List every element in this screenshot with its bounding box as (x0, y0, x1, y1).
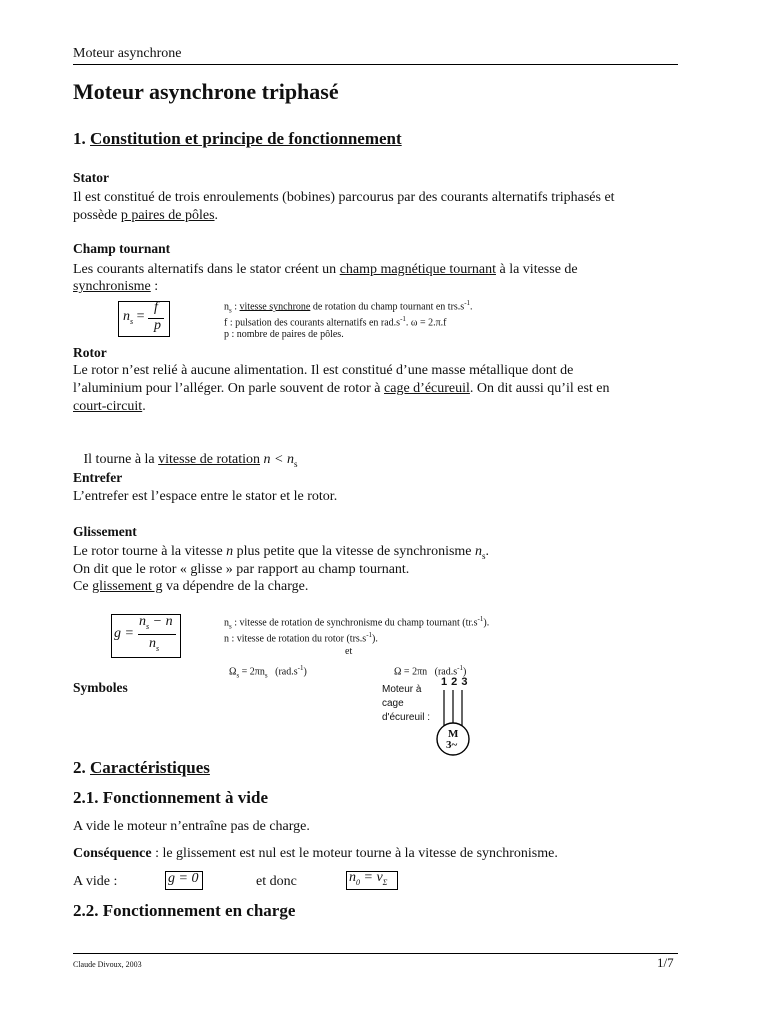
section-1-number: 1. (73, 129, 90, 148)
gl-legend1-b: : vitesse de rotation de synchronisme du champ tournant (tr.s (231, 617, 478, 629)
champ-text-a: Les courants alternatifs dans le stator créent un (73, 262, 340, 277)
eq-n0-sigma: Σ (382, 877, 388, 887)
stator-line-2 (73, 207, 218, 225)
rotor-speed-a: Il tourne à la (80, 452, 159, 467)
header-rule (73, 64, 678, 65)
gl-legend-3 (224, 644, 307, 683)
formula-g-num-n: n (139, 614, 146, 629)
eq-n0-nu: = ν (360, 870, 383, 885)
gl-legend3-a: Ω (229, 666, 237, 678)
motor-letter: M (448, 728, 459, 740)
formula-g-num (139, 614, 173, 631)
formula-ns-num: f (154, 300, 158, 315)
gl-legend3-sub2: s (264, 671, 268, 680)
champ-legend-3: p : nombre de paires de pôles. (224, 329, 344, 340)
formula-g-lhs: g = (114, 626, 134, 641)
formula-ns-eq: = (133, 309, 145, 324)
symboles-heading: Symboles (73, 680, 128, 695)
subsection-2-2-heading: 2.2. Fonctionnement en charge (73, 901, 296, 920)
glissement-line-2: On dit que le rotor « glisse » par rapport au champ tournant. (73, 562, 410, 577)
footer-rule (73, 953, 678, 954)
stator-line-1: Il est constitué de trois enroulements (bobines) parcourus par des courants alternatifs triphasés et (73, 190, 615, 205)
gl-period: . (485, 544, 490, 559)
formula-g-den-sub: s (156, 643, 160, 653)
rotor-speed-formula: n < n (260, 452, 294, 467)
gl-legend3-c: (rad.s (267, 666, 298, 678)
legend-f-sup: -1 (400, 315, 406, 323)
gl3-glissement: glissement g (92, 579, 163, 594)
gl-legend2-sup: -1 (366, 631, 373, 639)
legend-sup: -1 (464, 299, 471, 307)
rotor-line-2 (73, 380, 610, 398)
section-2-heading (73, 758, 210, 778)
legend-ns-sub: s (229, 306, 232, 315)
s21-line-1: A vide le moteur n’entraîne pas de charge. (73, 819, 310, 834)
stator-text: possède (73, 208, 121, 223)
section-2-title: Caractéristiques (90, 758, 210, 777)
gl-legend3-sub: s (236, 671, 240, 680)
s21-etdonc: et donc (256, 874, 297, 889)
s21-line-2 (73, 845, 558, 863)
legend-f: f : pulsation des courants alternatifs en rad.s (224, 317, 401, 329)
gl-legend3-b: = 2πn (239, 666, 265, 678)
gl-text-a: Le rotor tourne à la vitesse (73, 544, 227, 559)
gl3-b: va dépendre de la charge. (162, 579, 309, 594)
formula-g-den-n: n (149, 636, 156, 651)
gl-n: n (226, 544, 234, 559)
motor-sub: 3~ (446, 739, 458, 751)
motor-label-1: Moteur à (382, 684, 422, 695)
formula-g-num-sub: s (146, 621, 150, 631)
glissement-line-3 (73, 578, 308, 596)
rotor-text-a: l’aluminium pour l’alléger. On parle souvent de rotor à (73, 381, 385, 396)
legend-vitesse-synchrone: vitesse synchrone (239, 301, 311, 313)
formula-ns-lhs: n (123, 309, 130, 324)
champ-colon: : (150, 279, 159, 294)
gl-legend2-b: ). (372, 633, 378, 645)
s21-line-2-text: : le glissement est nul est le moteur tourne à la vitesse de synchronisme. (151, 846, 558, 861)
rotor-text-b: . On dit aussi qu’il est en (469, 381, 610, 396)
gl-legend1-c: ). (483, 617, 490, 629)
gl-legend3-e: Ω = 2πn (rad.s (394, 666, 458, 678)
eq-g0: g = 0 (168, 871, 199, 886)
legend-omega: . ω = 2.π.f (405, 317, 447, 329)
motor-label-3: d'écureuil : (382, 712, 431, 723)
entrefer-heading: Entrefer (73, 470, 123, 485)
gl-legend3-sup: -1 (297, 664, 304, 672)
gl-legend3-f: ) (462, 666, 467, 678)
s21-avide-label: A vide : (73, 874, 118, 889)
champ-magnetique: champ magnétique tournant (339, 262, 496, 277)
section-1-title: Constitution et principe de fonctionnement (90, 129, 402, 148)
champ-line-2 (73, 278, 158, 296)
rotor-speed-u: vitesse de rotation (158, 452, 261, 467)
rotor-heading: Rotor (73, 345, 107, 360)
gl-legend-3-et: et (345, 646, 353, 657)
gl3-a: Ce (73, 579, 93, 594)
gl-legend1-sup: -1 (477, 615, 484, 623)
section-1-heading (73, 129, 402, 149)
legend-text: de rotation du champ tournant en trs.s (310, 301, 465, 313)
formula-g-den (149, 636, 159, 653)
champ-heading: Champ tournant (73, 241, 171, 256)
champ-synchronisme: synchronisme (73, 279, 151, 294)
legend-ns: n (224, 301, 229, 313)
motor-label-2: cage (382, 698, 404, 709)
footer-author: Claude Divoux, 2003 (73, 960, 142, 969)
stator-period: . (214, 208, 219, 223)
rotor-line-3 (73, 398, 146, 416)
rotor-court-circuit: court-circuit (73, 399, 143, 414)
rotor-period: . (142, 399, 146, 414)
rotor-cage: cage d’écureuil (384, 381, 470, 396)
formula-g-fraction-bar (138, 634, 176, 635)
legend-period: . (470, 301, 473, 313)
gl-ns-sub: s (482, 550, 486, 561)
running-header: Moteur asynchrone (73, 46, 182, 61)
gl-legend1-a: n (224, 617, 229, 629)
s21-consequence: Conséquence (73, 846, 152, 861)
formula-ns (123, 309, 145, 326)
formula-g-num-b: − n (149, 614, 173, 629)
gl-ns: n (475, 544, 483, 559)
champ-text-b: à la vitesse de (495, 262, 578, 277)
gl-legend3-sup2: -1 (457, 664, 463, 672)
section-2-number: 2. (73, 758, 90, 777)
eq-n0-n: n (349, 870, 356, 885)
eq-n0 (349, 870, 387, 887)
page-title: Moteur asynchrone triphasé (73, 79, 339, 104)
rotor-line-1: Le rotor n’est relié à aucune alimentation. Il est constitué d’une masse métallique dont de (73, 363, 574, 378)
gl-legend1-sub: s (229, 622, 232, 631)
formula-ns-lhs-sub: s (130, 316, 134, 326)
subsection-2-1-heading: 2.1. Fonctionnement à vide (73, 788, 269, 807)
champ-line-1 (73, 261, 578, 279)
rotor-speed-sub: s (293, 458, 298, 469)
glissement-heading: Glissement (73, 524, 137, 539)
gl-text-b: plus petite que la vitesse de synchronisme (233, 544, 476, 559)
gl-legend3-d: ) (303, 666, 307, 678)
rotor-speed (73, 433, 297, 473)
legend-colon: : (231, 301, 240, 313)
eq-n0-sub: 0 (356, 877, 360, 887)
footer-page-number: 1/7 (657, 955, 674, 970)
gl-legend-3-omega (389, 644, 466, 680)
entrefer-line-1: L’entrefer est l’espace entre le stator et le rotor. (73, 489, 338, 504)
motor-phases: 1 2 3 (441, 676, 468, 688)
formula-ns-den: p (154, 318, 161, 333)
gl-legend2-a: n : vitesse de rotation du rotor (trs.s (224, 633, 367, 645)
stator-heading: Stator (73, 170, 109, 185)
stator-pole-pairs: p paires de pôles (120, 208, 215, 223)
